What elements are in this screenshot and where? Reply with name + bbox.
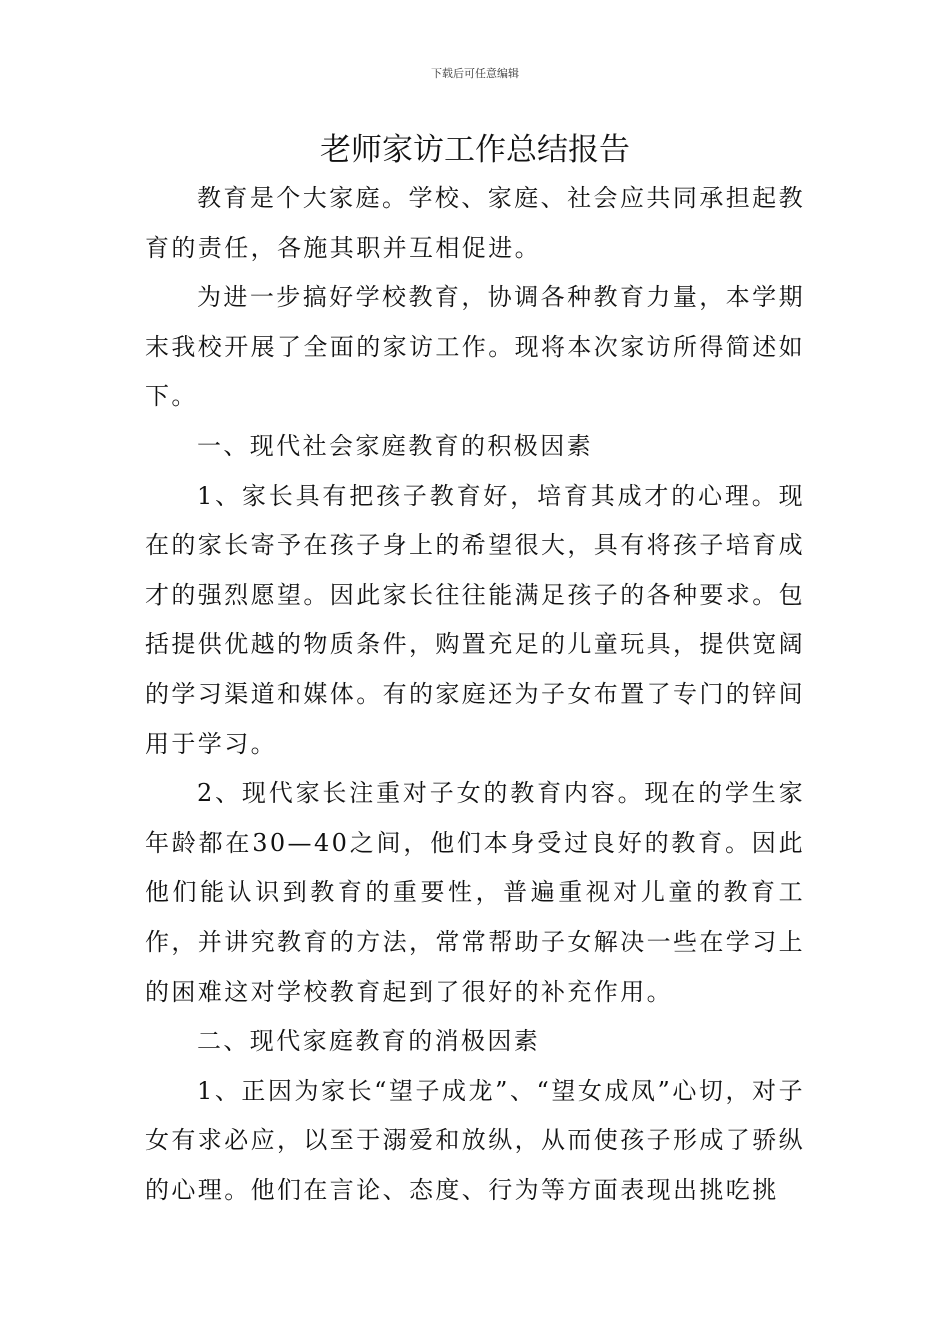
section-heading-positive: 一、现代社会家庭教育的积极因素 bbox=[197, 431, 593, 460]
section-heading-negative: 二、现代家庭教育的消极因素 bbox=[197, 1027, 541, 1056]
header-note: 下载后可任意编辑 bbox=[431, 67, 519, 80]
paragraph-purpose: 为进一步搞好学校教育，协调各种教育力量，本学期末我校开展了全面的家访工作。现将本次家访所得简述如下。 bbox=[145, 283, 805, 411]
paragraph-positive-2: 2、现代家长注重对子女的教育内容。现在的学生家年龄都在30—40之间，他们本身受过良好的教育。因此他们能认识到教育的重要性，普遍重视对儿童的教育工作，并讲究教育的方法，常常帮助子女解决一些在学习上的困难这对学校教育起到了很好的补充作用。 bbox=[145, 779, 805, 1006]
document-body bbox=[145, 174, 805, 1215]
document-title: 老师家访工作总结报告 bbox=[320, 132, 630, 168]
paragraph-intro: 教育是个大家庭。学校、家庭、社会应共同承担起教育的责任，各施其职并互相促进。 bbox=[145, 184, 805, 262]
paragraph-negative-1: 1、正因为家长“望子成龙”、“望女成凤”心切，对子女有求必应，以至于溺爱和放纵，从而使孩子形成了骄纵的心理。他们在言论、态度、行为等方面表现出挑吃挑 bbox=[145, 1076, 805, 1204]
paragraph-positive-1: 1、家长具有把孩子教育好，培育其成才的心理。现在的家长寄予在孩子身上的希望很大，具有将孩子培育成才的强烈愿望。因此家长往往能满足孩子的各种要求。包括提供优越的物质条件，购置充足的儿童玩具，提供宽阔的学习渠道和媒体。有的家庭还为子女布置了专门的锌间用于学习。 bbox=[145, 481, 805, 758]
